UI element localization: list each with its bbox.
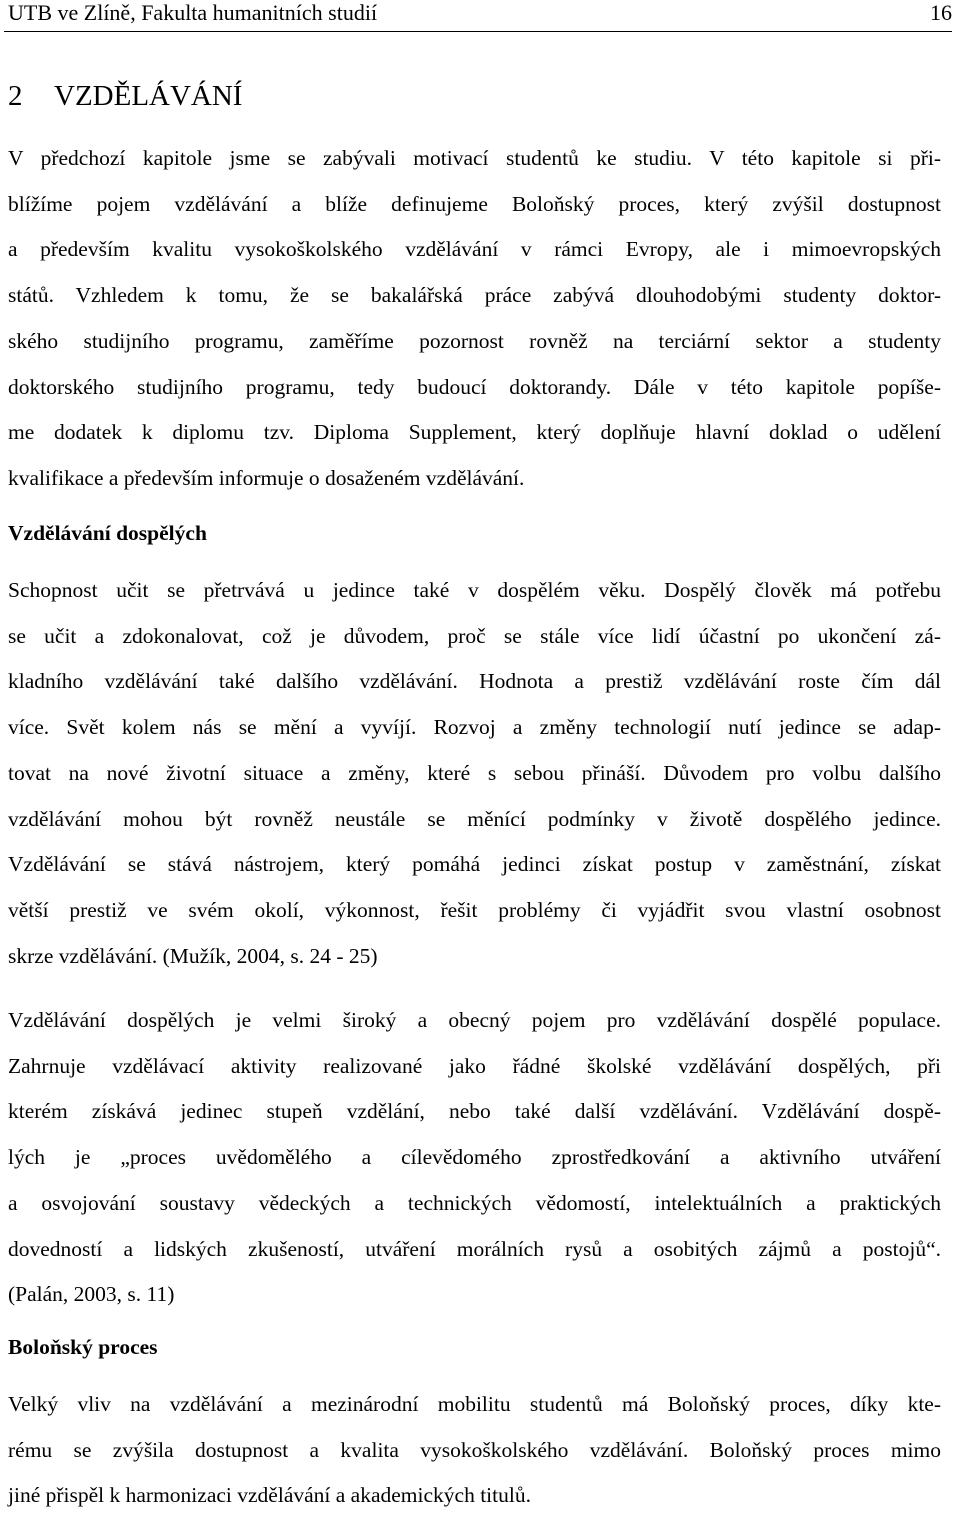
text-line: skrze vzdělávání. (Mužík, 2004, s. 24 - 25) xyxy=(8,943,378,968)
text-line: doktorského studijního programu, tedy budoucí doktorandy. Dále v této kapitole popíše- xyxy=(8,374,941,399)
text-line: jiné přispěl k harmonizaci vzdělávání a akademických titulů. xyxy=(8,1483,531,1508)
text-line: ského studijního programu, zaměříme pozornost rovněž na terciární sektor a studenty xyxy=(8,328,941,353)
text-line: se učit a zdokonalovat, což je důvodem, proč se stále více lidí účastní po ukončení zá- xyxy=(8,623,941,648)
section-heading-bologna-process: Boloňský proces xyxy=(8,1335,158,1359)
page-number: 16 xyxy=(930,0,952,25)
text-line: Zahrnuje vzdělávací aktivity realizované jako řádné školské vzdělávání dospělých, při xyxy=(8,1053,941,1078)
text-line: kvalifikace a především informuje o dosaženém vzdělávání. xyxy=(8,465,525,490)
text-line: blížíme pojem vzdělávání a blíže definujeme Boloňský proces, který zvýšil dostupnost xyxy=(8,191,941,216)
text-line: me dodatek k diplomu tzv. Diploma Supplement, který doplňuje hlavní doklad o udělení xyxy=(8,420,941,445)
text-line: Velký vliv na vzdělávání a mezinárodní mobilitu studentů má Boloňský proces, díky kte- xyxy=(8,1392,941,1416)
text-line: V předchozí kapitole jsme se zabývali motivací studentů ke studiu. V této kapitole si při- xyxy=(8,146,941,170)
text-line: a především kvalitu vysokoškolského vzdělávání v rámci Evropy, ale i mimoevropských xyxy=(8,237,941,262)
header-divider xyxy=(4,31,952,32)
text-line: Vzdělávání dospělých je velmi široký a obecný pojem pro vzdělávání dospělé populace. xyxy=(8,1008,941,1032)
text-line: dovedností a lidských zkušeností, utváření morálních rysů a osobitých zájmů a postojů“. xyxy=(8,1236,941,1261)
chapter-title xyxy=(8,76,242,116)
text-line: rému se zvýšila dostupnost a kvalita vysokoškolského vzdělávání. Boloňský proces mimo xyxy=(8,1437,941,1462)
text-line: tovat na nové životní situace a změny, které s sebou přináší. Důvodem pro volbu dalšího xyxy=(8,760,941,785)
paragraph-bologna-process xyxy=(8,1382,941,1519)
paragraph-adult-education-definition xyxy=(8,998,941,1318)
text-line: lých je „proces uvědomělého a cílevědomého zprostředkování a aktivního utváření xyxy=(8,1145,941,1170)
text-line: a osvojování soustavy vědeckých a technických vědomostí, intelektuálních a praktických xyxy=(8,1190,941,1215)
header-title: UTB ve Zlíně, Fakulta humanitních studií xyxy=(8,0,378,25)
text-line: kladního vzdělávání také dalšího vzdělávání. Hodnota a prestiž vzdělávání roste čím dál xyxy=(8,669,941,694)
text-line: Schopnost učit se přetrvává u jedince také v dospělém věku. Dospělý člověk má potřebu xyxy=(8,578,941,602)
text-line: (Palán, 2003, s. 11) xyxy=(8,1282,175,1307)
text-line: větší prestiž ve svém okolí, výkonnost, řešit problémy či vyjádřit svou vlastní osobnost xyxy=(8,897,941,922)
text-line: kterém získává jedinec stupeň vzdělání, nebo také další vzdělávání. Vzdělávání dospě- xyxy=(8,1099,941,1124)
page-header xyxy=(0,0,952,36)
text-line: Vzdělávání se stává nástrojem, který pomáhá jedinci získat postup v zaměstnání, získat xyxy=(8,852,941,877)
chapter-title-text: VZDĚLÁVÁNÍ xyxy=(54,80,243,112)
paragraph-intro xyxy=(8,136,941,502)
chapter-number: 2 xyxy=(8,80,23,112)
section-heading-adult-education: Vzdělávání dospělých xyxy=(8,521,207,545)
text-line: více. Svět kolem nás se mění a vyvíjí. Rozvoj a změny technologií nutí jedince se adap- xyxy=(8,715,941,740)
paragraph-adult-education xyxy=(8,568,941,979)
text-line: vzdělávání mohou být rovněž neustále se měnící podmínky v životě dospělého jedince. xyxy=(8,806,941,831)
text-line: států. Vzhledem k tomu, že se bakalářská práce zabývá dlouhodobými studenty doktor- xyxy=(8,283,941,308)
